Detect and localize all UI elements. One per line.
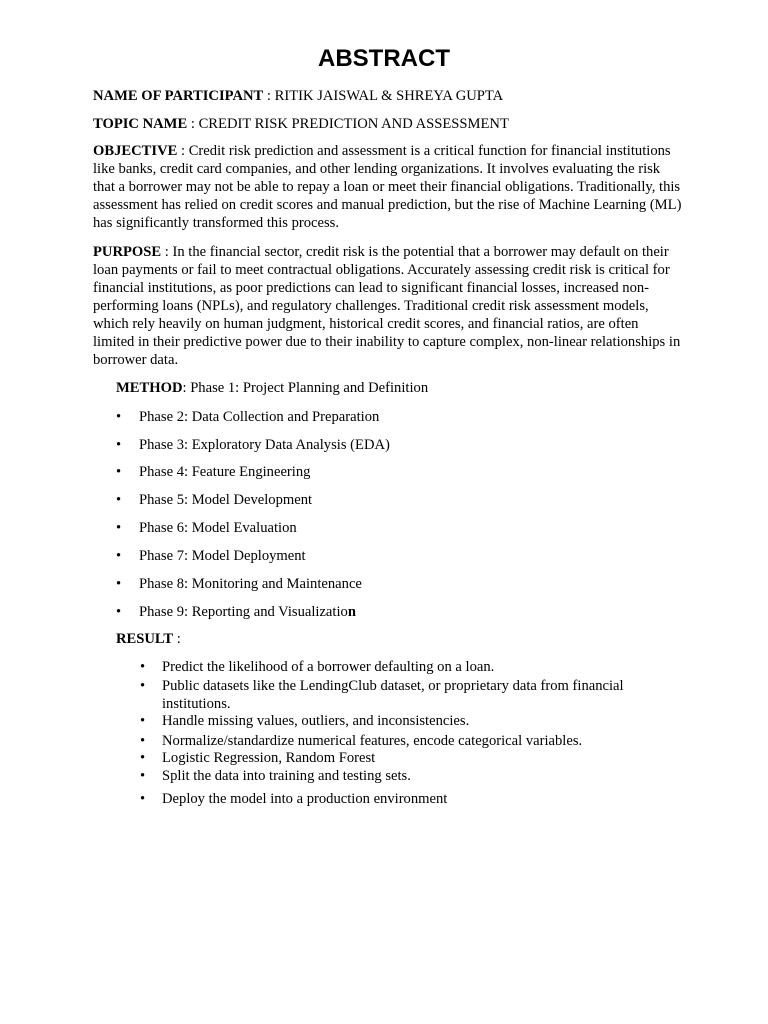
- phase-text: Phase 4: Feature Engineering: [139, 464, 311, 480]
- bullet-icon: •: [116, 548, 122, 564]
- phase-text: Phase 6: Model Evaluation: [139, 520, 297, 536]
- topic-line: [93, 115, 683, 133]
- phase-text: Phase 3: Exploratory Data Analysis (EDA): [139, 437, 390, 453]
- bullet-icon: •: [116, 437, 122, 453]
- bullet-icon: •: [116, 409, 122, 425]
- participant-value: RITIK JAISWAL & SHREYA GUPTA: [274, 88, 504, 104]
- result-heading: [116, 630, 181, 648]
- result-text: Deploy the model into a production environment: [162, 791, 448, 807]
- phase-text: Phase 5: Model Development: [139, 492, 313, 508]
- phase-text-last-char: n: [347, 604, 356, 620]
- objective-paragraph: [93, 142, 683, 232]
- bullet-icon: •: [140, 750, 146, 766]
- method-label: METHOD: [116, 380, 183, 396]
- participant-label: NAME OF PARTICIPANT: [93, 88, 264, 104]
- method-first-phase: Phase 1: Project Planning and Definition: [190, 380, 429, 396]
- bullet-icon: •: [140, 791, 146, 807]
- topic-separator: :: [187, 116, 199, 132]
- phase-text: [139, 603, 356, 621]
- phase-text: Phase 7: Model Deployment: [139, 548, 306, 564]
- result-item: [140, 767, 680, 785]
- purpose-separator: :: [161, 244, 173, 260]
- objective-label: OBJECTIVE: [93, 143, 178, 159]
- participant-line: [93, 87, 683, 105]
- bullet-icon: •: [116, 464, 122, 480]
- result-text: Handle missing values, outliers, and inconsistencies.: [162, 713, 470, 729]
- method-line: [116, 379, 428, 397]
- method-separator: :: [182, 380, 191, 396]
- bullet-icon: •: [140, 733, 146, 749]
- bullet-icon: •: [116, 492, 122, 508]
- phase-text-main: Phase 9: Reporting and Visualizatio: [139, 604, 348, 620]
- result-text: Split the data into training and testing sets.: [162, 768, 411, 784]
- topic-value: CREDIT RISK PREDICTION AND ASSESSMENT: [198, 116, 509, 132]
- topic-label: TOPIC NAME: [93, 116, 188, 132]
- purpose-paragraph: [93, 243, 683, 369]
- participant-separator: :: [263, 88, 275, 104]
- bullet-icon: •: [116, 604, 122, 620]
- bullet-icon: •: [116, 576, 122, 592]
- bullet-icon: •: [140, 659, 146, 675]
- bullet-icon: •: [116, 520, 122, 536]
- bullet-icon: •: [140, 678, 146, 694]
- bullet-icon: •: [140, 713, 146, 729]
- result-label: RESULT: [116, 631, 174, 647]
- phase-text: Phase 8: Monitoring and Maintenance: [139, 576, 362, 592]
- objective-separator: :: [177, 143, 189, 159]
- phase-text: Phase 2: Data Collection and Preparation: [139, 409, 380, 425]
- result-item: [140, 712, 680, 730]
- result-text: Predict the likelihood of a borrower defaulting on a loan.: [162, 659, 495, 675]
- bullet-icon: •: [140, 768, 146, 784]
- result-item: [140, 790, 680, 808]
- result-text: Logistic Regression, Random Forest: [162, 750, 376, 766]
- purpose-label: PURPOSE: [93, 244, 162, 260]
- result-item: [140, 658, 680, 676]
- result-item: [140, 749, 680, 767]
- result-text: Normalize/standardize numerical features, encode categorical variables.: [162, 733, 583, 749]
- result-separator: :: [173, 631, 181, 647]
- objective-text: Credit risk prediction and assessment is a critical function for financial institutions like banks, credit card companies, and other lending organizations. It involves evaluating the risk that a borrower may not be able to repay a loan or meet their financial obligations. Traditionally, this assessment has relied on credit scores and manual prediction, but the rise of Machine Learning (ML) has significantly transformed this process.: [93, 143, 682, 231]
- document-title: ABSTRACT: [318, 45, 450, 72]
- purpose-text: In the financial sector, credit risk is the potential that a borrower may default on their loan payments or fail to meet contractual obligations. Accurately assessing credit risk is critical for financial institutions, as poor predictions can lead to significant financial losses, increased non-performing loans (NPLs), and regulatory challenges. Traditional credit risk assessment models, which rely heavily on human judgment, historical credit scores, and financial ratios, are often limited in their predictive power due to their inability to capture complex, non-linear relationships in borrower data.: [93, 244, 681, 368]
- result-item: [140, 732, 680, 750]
- result-text: Public datasets like the LendingClub dataset, or proprietary data from financial institutions.: [162, 678, 624, 712]
- result-item: [140, 677, 680, 713]
